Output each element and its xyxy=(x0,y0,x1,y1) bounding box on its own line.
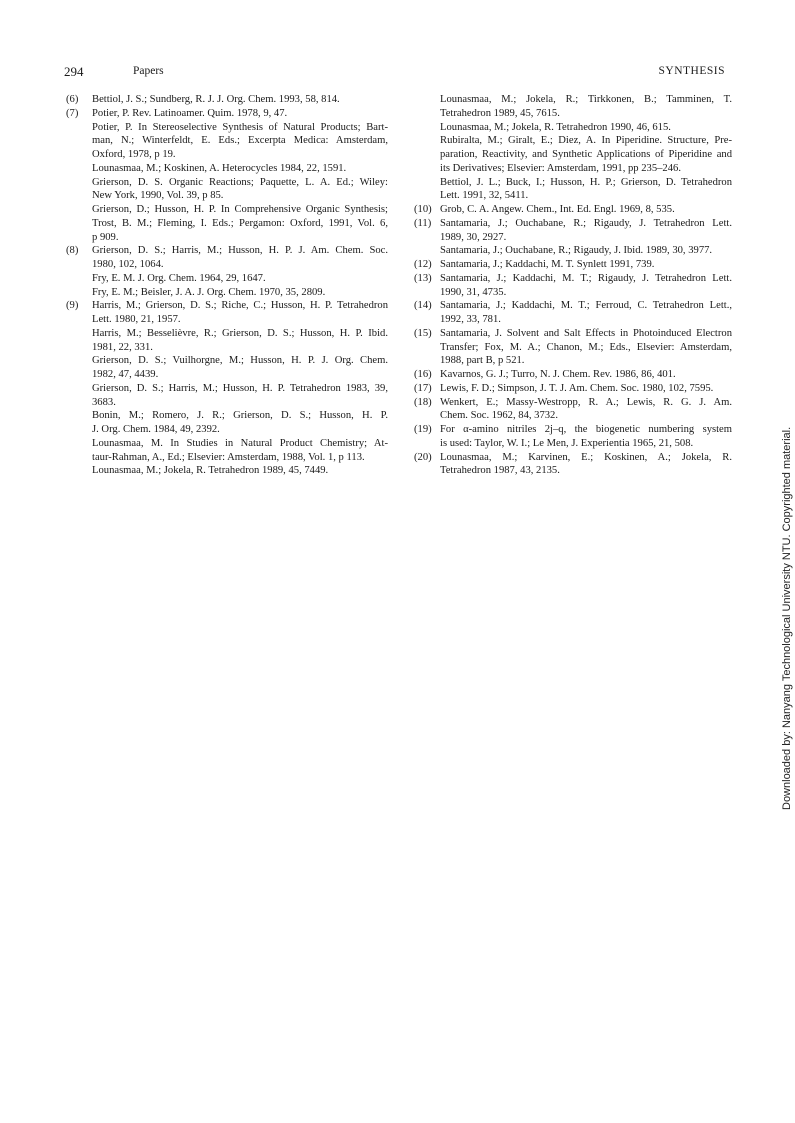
reference-number xyxy=(66,121,92,162)
reference-line: 3683. xyxy=(92,396,116,408)
reference-number: (20) xyxy=(414,451,432,463)
reference-number xyxy=(66,203,92,244)
reference-line: man, N.; Winterfeldt, E. Eds.; Excerpta Medica: Amsterdam, xyxy=(92,135,388,147)
reference-entry xyxy=(66,107,388,121)
reference-text xyxy=(92,286,388,300)
reference-line: paration, Reactivity, and Synthetic Applications of Piperidine and xyxy=(440,149,732,160)
reference-line: Santamaria, J. Solvent and Salt Effects in Photoinduced Electron xyxy=(440,327,732,339)
reference-line: taur-Rahman, A., Ed.; Elsevier: Amsterdam, 1988, Vol. 1, p 113. xyxy=(92,451,365,463)
reference-line: Fry, E. M.; Beisler, J. A. J. Org. Chem. 1970, 35, 2809. xyxy=(92,286,326,298)
reference-number xyxy=(66,327,92,355)
reference-text xyxy=(440,244,732,258)
reference-number xyxy=(66,162,92,176)
reference-line: Lett. 1991, 32, 5411. xyxy=(440,190,529,202)
reference-text xyxy=(92,93,388,107)
reference-line: Santamaria, J.; Kaddachi, M. T. Synlett 1991, 739. xyxy=(440,259,655,270)
reference-entry xyxy=(414,176,732,204)
reference-line: Grierson, D.; Husson, H. P. In Comprehensive Organic Synthesis; xyxy=(92,204,388,215)
reference-line: is used: Taylor, W. I.; Le Men, J. Experientia 1965, 21, 508. xyxy=(440,437,694,449)
reference-line: 1988, part B, p 521. xyxy=(440,355,525,367)
reference-line: Potier, P. In Stereoselective Synthesis of Natural Products; Bart- xyxy=(92,121,388,133)
reference-number: (6) xyxy=(66,94,79,105)
reference-line: Trost, B. M.; Fleming, I. Eds.; Pergamon: Oxford, 1991, Vol. 6, xyxy=(92,217,388,229)
reference-line: Santamaria, J.; Kaddachi, M. T.; Ferroud, C. Tetrahedron Lett., xyxy=(440,300,732,312)
reference-text xyxy=(92,382,388,410)
reference-text xyxy=(92,176,388,204)
reference-line: Potier, P. Rev. Latinoamer. Quim. 1978, 9, 47. xyxy=(92,107,288,119)
reference-entry xyxy=(414,93,732,121)
reference-entry xyxy=(66,354,388,382)
download-watermark xyxy=(781,90,795,810)
reference-entry xyxy=(414,382,732,396)
reference-number xyxy=(66,409,92,437)
reference-text xyxy=(92,121,388,162)
reference-text xyxy=(440,299,732,327)
reference-text xyxy=(92,107,388,121)
reference-line: Harris, M.; Grierson, D. S.; Riche, C.; Husson, H. P. Tetrahedron xyxy=(92,300,388,312)
reference-line: Transfer; Fox, M. A.; Chanon, M.; Eds., Elsevier: Amsterdam, xyxy=(440,341,732,353)
reference-number xyxy=(66,464,92,478)
reference-number: (7) xyxy=(66,107,79,119)
page-number: 294 xyxy=(64,64,84,79)
reference-line: Bettiol, J. L.; Buck, I.; Husson, H. P.; Grierson, D. Tetrahedron xyxy=(440,176,732,188)
reference-line: New York, 1990, Vol. 39, p 85. xyxy=(92,190,224,202)
reference-line: Lounasmaa, M.; Jokela, R.; Tirkkonen, B.; Tamminen, T. xyxy=(440,94,732,105)
reference-text xyxy=(440,382,732,396)
reference-text xyxy=(440,272,732,300)
reference-line: Santamaria, J.; Ouchabane, R.; Rigaudy, J. Ibid. 1989, 30, 3977. xyxy=(440,245,713,257)
reference-entry xyxy=(66,327,388,355)
reference-number: (11) xyxy=(414,217,432,229)
reference-entry xyxy=(414,327,732,368)
reference-entry xyxy=(66,464,388,478)
reference-number xyxy=(66,382,92,410)
reference-entry xyxy=(414,134,732,175)
reference-line: Lounasmaa, M.; Karvinen, E.; Koskinen, A.; Jokela, R. xyxy=(440,451,732,463)
reference-text xyxy=(440,134,732,175)
reference-text xyxy=(440,423,732,451)
reference-number: (16) xyxy=(414,369,432,380)
reference-text xyxy=(92,272,388,286)
reference-text xyxy=(440,93,732,121)
reference-number: (13) xyxy=(414,272,432,284)
reference-text xyxy=(440,327,732,368)
reference-entry xyxy=(66,162,388,176)
reference-entry xyxy=(414,217,732,245)
reference-text xyxy=(92,327,388,355)
reference-line: Grierson, D. S.; Vuilhorgne, M.; Husson, H. P. J. Org. Chem. xyxy=(92,355,388,367)
reference-line: Wenkert, E.; Massy-Westropp, R. A.; Lewis, R. G. J. Am. xyxy=(440,396,732,408)
reference-number xyxy=(414,176,440,204)
reference-line: Bonin, M.; Romero, J. R.; Grierson, D. S.; Husson, H. P. xyxy=(92,410,388,422)
reference-number: (17) xyxy=(414,382,432,394)
reference-entry xyxy=(66,244,388,272)
reference-line: Bettiol, J. S.; Sundberg, R. J. J. Org. Chem. 1993, 58, 814. xyxy=(92,94,340,105)
references-left-column xyxy=(66,93,388,478)
reference-text xyxy=(92,437,388,465)
reference-text xyxy=(440,176,732,204)
reference-number: (19) xyxy=(414,424,432,435)
reference-number xyxy=(414,244,440,258)
references-right-column xyxy=(414,93,732,478)
reference-entry xyxy=(414,203,732,217)
reference-text xyxy=(92,244,388,272)
reference-number: (12) xyxy=(414,259,432,270)
reference-entry xyxy=(66,286,388,300)
reference-line: Grierson, D. S. Organic Reactions; Paquette, L. A. Ed.; Wiley: xyxy=(92,176,388,188)
journal-name: SYNTHESIS xyxy=(658,65,725,77)
reference-entry xyxy=(414,299,732,327)
reference-text xyxy=(92,354,388,382)
reference-number: (9) xyxy=(66,300,79,312)
reference-line: Lounasmaa, M.; Jokela, R. Tetrahedron 1989, 45, 7449. xyxy=(92,465,329,477)
reference-entry xyxy=(414,423,732,451)
reference-line: 1980, 102, 1064. xyxy=(92,259,164,270)
reference-number xyxy=(66,176,92,204)
reference-entry xyxy=(66,176,388,204)
reference-entry xyxy=(66,299,388,327)
reference-entry xyxy=(66,272,388,286)
reference-line: 1992, 33, 781. xyxy=(440,314,501,325)
reference-entry xyxy=(66,121,388,162)
reference-line: 1981, 22, 331. xyxy=(92,341,153,353)
reference-number: (8) xyxy=(66,245,79,257)
reference-text xyxy=(440,258,732,272)
reference-text xyxy=(92,299,388,327)
reference-text xyxy=(440,121,732,135)
reference-entry xyxy=(66,437,388,465)
reference-line: Grob, C. A. Angew. Chem., Int. Ed. Engl. 1969, 8, 535. xyxy=(440,204,675,215)
reference-number xyxy=(66,354,92,382)
reference-line: Lett. 1980, 21, 1957. xyxy=(92,314,181,325)
reference-line: 1982, 47, 4439. xyxy=(92,369,159,380)
reference-number: (18) xyxy=(414,396,432,408)
reference-text xyxy=(440,451,732,479)
reference-entry xyxy=(66,409,388,437)
section-title: Papers xyxy=(133,65,164,77)
reference-line: Santamaria, J.; Ouchabane, R.; Rigaudy, J. Tetrahedron Lett. xyxy=(440,217,732,229)
reference-line: Lewis, F. D.; Simpson, J. T. J. Am. Chem. Soc. 1980, 102, 7595. xyxy=(440,382,714,394)
reference-line: Tetrahedron 1987, 43, 2135. xyxy=(440,465,560,477)
reference-text xyxy=(440,396,732,424)
reference-line: Lounasmaa, M.; Jokela, R. Tetrahedron 1990, 46, 615. xyxy=(440,121,671,133)
reference-line: 1990, 31, 4735. xyxy=(440,286,507,298)
reference-line: Rubiralta, M.; Giralt, E.; Diez, A. In Piperidine. Structure, Pre- xyxy=(440,135,732,147)
reference-entry xyxy=(414,121,732,135)
watermark-text: Downloaded by: Nanyang Technological University NTU. Copyrighted material. xyxy=(781,426,793,810)
reference-line: Kavarnos, G. J.; Turro, N. J. Chem. Rev. 1986, 86, 401. xyxy=(440,369,676,380)
reference-entry xyxy=(414,368,732,382)
reference-text xyxy=(92,464,388,478)
reference-entry xyxy=(414,244,732,258)
reference-number: (14) xyxy=(414,300,432,312)
reference-line: Santamaria, J.; Kaddachi, M. T.; Rigaudy, J. Tetrahedron Lett. xyxy=(440,272,732,284)
reference-entry xyxy=(66,382,388,410)
reference-entry xyxy=(414,396,732,424)
reference-entry xyxy=(414,451,732,479)
reference-number xyxy=(66,286,92,300)
reference-entry xyxy=(66,203,388,244)
reference-number xyxy=(414,134,440,175)
reference-line: For α-amino nitriles 2j–q, the biogenetic numbering system xyxy=(440,424,732,435)
reference-number xyxy=(414,93,440,121)
reference-line: 1989, 30, 2927. xyxy=(440,231,507,243)
reference-line: J. Org. Chem. 1984, 49, 2392. xyxy=(92,424,220,435)
reference-text xyxy=(440,217,732,245)
reference-number: (10) xyxy=(414,204,432,215)
reference-line: Tetrahedron 1989, 45, 7615. xyxy=(440,107,560,119)
reference-text xyxy=(440,368,732,382)
reference-line: its Derivatives; Elsevier: Amsterdam, 1991, pp 235–246. xyxy=(440,162,681,174)
reference-line: Harris, M.; Besselièvre, R.; Grierson, D. S.; Husson, H. P. Ibid. xyxy=(92,327,388,339)
reference-text xyxy=(92,162,388,176)
reference-entry xyxy=(414,272,732,300)
reference-text xyxy=(440,203,732,217)
reference-text xyxy=(92,203,388,244)
reference-line: Chem. Soc. 1962, 84, 3732. xyxy=(440,410,559,422)
reference-number xyxy=(414,121,440,135)
reference-text xyxy=(92,409,388,437)
reference-number xyxy=(66,272,92,286)
reference-line: Lounasmaa, M.; Koskinen, A. Heterocycles 1984, 22, 1591. xyxy=(92,162,347,174)
reference-line: Oxford, 1978, p 19. xyxy=(92,149,176,160)
reference-number xyxy=(66,437,92,465)
reference-entry xyxy=(66,93,388,107)
reference-line: Grierson, D. S.; Harris, M.; Husson, H. P. Tetrahedron 1983, 39, xyxy=(92,382,388,394)
reference-number: (15) xyxy=(414,327,432,339)
reference-entry xyxy=(414,258,732,272)
reference-line: Fry, E. M. J. Org. Chem. 1964, 29, 1647. xyxy=(92,272,266,284)
reference-line: Grierson, D. S.; Harris, M.; Husson, H. P. J. Am. Chem. Soc. xyxy=(92,245,388,257)
reference-line: Lounasmaa, M. In Studies in Natural Product Chemistry; At- xyxy=(92,437,388,449)
reference-line: p 909. xyxy=(92,231,119,243)
